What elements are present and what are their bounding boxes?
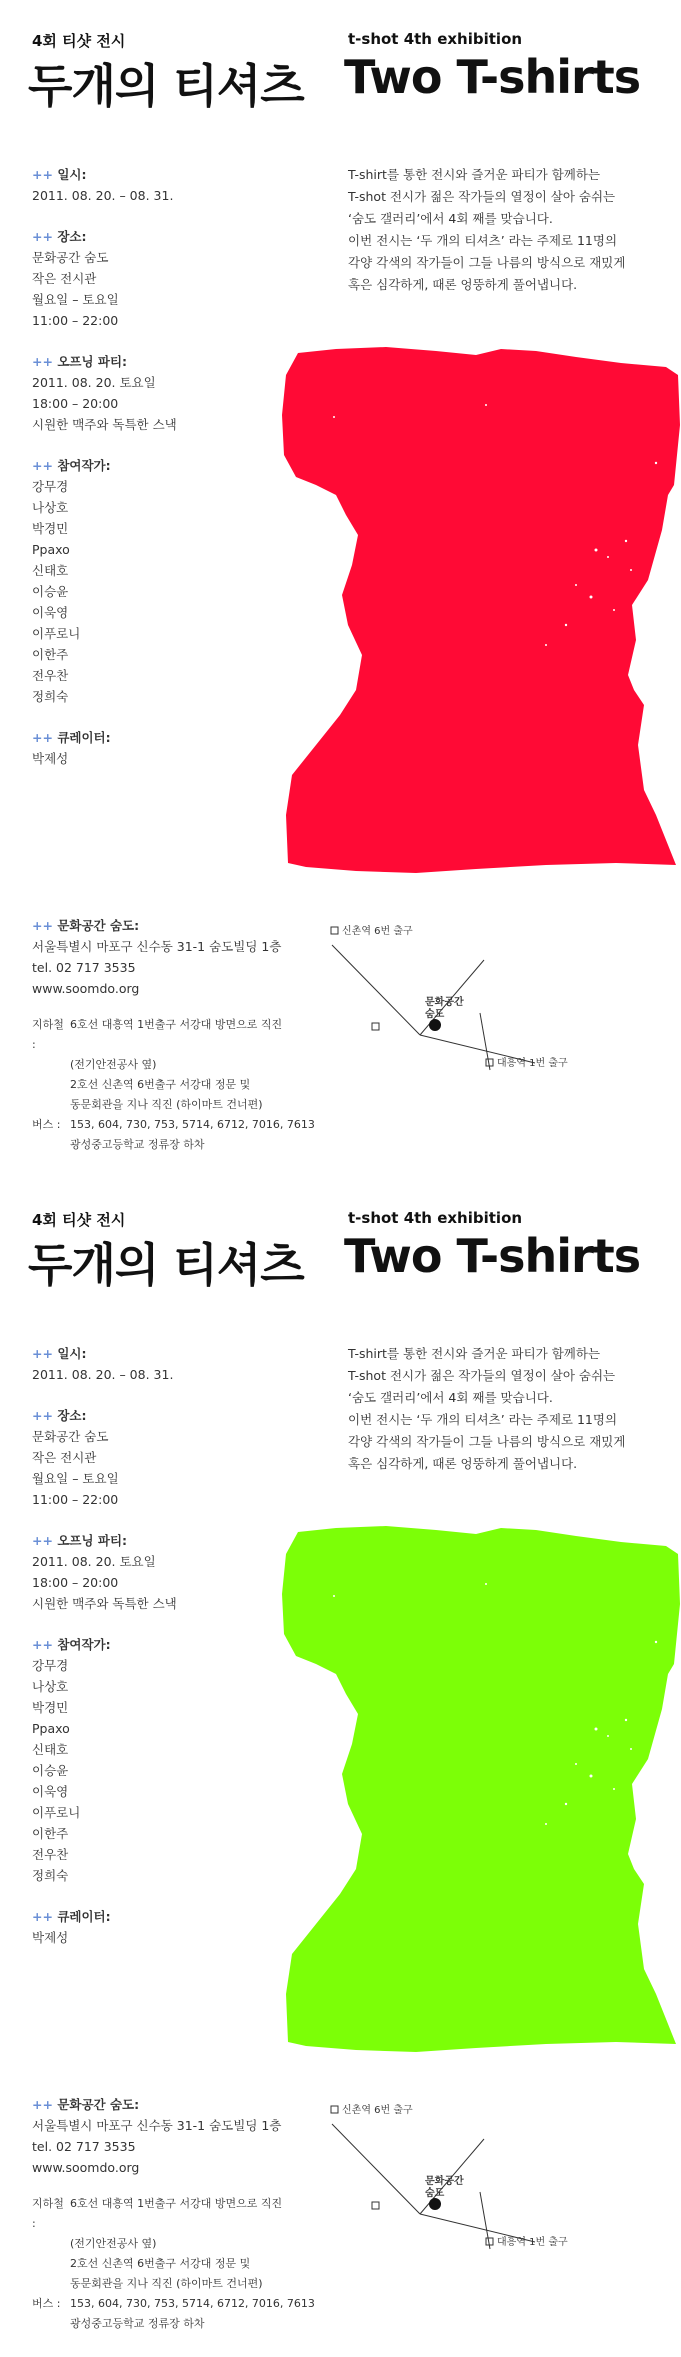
venue-location-icon <box>429 2198 441 2210</box>
artist-name: 정희숙 <box>32 1868 69 1883</box>
subway-line: 동문회관을 지나 직진 (하이마트 건너편) <box>70 2277 263 2290</box>
bus-line: 광성중고등학교 정류장 하차 <box>70 1138 205 1151</box>
map-exit-daeheung: 대흥역 1번 출구 <box>497 2237 568 2248</box>
date-label: 일시: <box>57 167 87 182</box>
prefix-mark: ++ <box>32 354 53 369</box>
intro-line: T-shirt를 통한 전시와 즐거운 파티가 함께하는 <box>348 167 601 182</box>
prefix-mark: ++ <box>32 1408 53 1423</box>
party-line: 18:00 – 20:00 <box>32 1575 119 1590</box>
tshirt-illustration <box>276 345 681 875</box>
intro-line: 각양 각색의 작가들이 그들 나름의 방식으로 재밌게 <box>348 255 626 270</box>
address-label: 문화공간 숨도: <box>57 918 140 933</box>
tshirt-shape <box>282 347 680 873</box>
date-label: 일시: <box>57 1346 87 1361</box>
exit-marker-icon <box>372 1023 379 1030</box>
bus-label: 버스 : <box>32 1118 61 1131</box>
subway-line: 2호선 신촌역 6번출구 서강대 정문 및 <box>70 1078 251 1091</box>
exit-marker-icon <box>331 927 338 934</box>
intro-line: 이번 전시는 ‘두 개의 티셔츠’ 라는 주제로 11명의 <box>348 233 618 248</box>
map-exit-sinchon: 신촌역 6번 출구 <box>342 2105 413 2116</box>
intro-line: 혹은 심각하게, 때론 엉뚱하게 풀어냅니다. <box>348 1456 578 1471</box>
event-info <box>32 1343 177 1968</box>
prefix-mark: ++ <box>32 1533 53 1548</box>
artist-name: 이한주 <box>32 647 69 662</box>
party-section <box>32 351 177 435</box>
venue-line: 문화공간 숨도 <box>32 1429 109 1444</box>
artists-label: 참여작가: <box>57 1637 111 1652</box>
tshirt-illustration <box>276 1524 681 2054</box>
map-venue-label-2: 숨도 <box>425 1009 445 1020</box>
poster <box>0 0 681 1178</box>
curator-name: 박제성 <box>32 1930 69 1945</box>
address-label: 문화공간 숨도: <box>57 2097 140 2112</box>
party-line: 시원한 맥주와 독특한 스낵 <box>32 1596 177 1611</box>
party-line: 2011. 08. 20. 토요일 <box>32 1554 156 1569</box>
artist-name: 이푸로니 <box>32 626 81 641</box>
curator-label: 큐레이터: <box>57 730 111 745</box>
intro-line: ‘숨도 갤러리’에서 4회 째를 맞습니다. <box>348 211 553 226</box>
bus-line: 153, 604, 730, 753, 5714, 6712, 7016, 7613 <box>70 2297 315 2310</box>
artist-name: 박경민 <box>32 521 69 536</box>
artist-name: 이승윤 <box>32 584 69 599</box>
prefix-mark: ++ <box>32 1346 53 1361</box>
artist-name: 이욱영 <box>32 1784 69 1799</box>
map-road <box>480 2192 490 2249</box>
map-venue-label: 문화공간 <box>425 2176 464 2187</box>
artist-name: 이승윤 <box>32 1763 69 1778</box>
kicker-korean: 4회 티샷 전시 <box>32 32 126 50</box>
map-road <box>332 945 420 1035</box>
kicker-english: t-shot 4th exhibition <box>348 30 523 48</box>
artist-name: Ppaxo <box>32 1721 70 1736</box>
venue-line: 작은 전시관 <box>32 1450 97 1465</box>
venue-line: 월요일 – 토요일 <box>32 1471 119 1486</box>
map-venue-label-2: 숨도 <box>425 2188 445 2199</box>
intro-line: T-shot 전시가 젊은 작가들의 열정이 살아 숨쉬는 <box>348 1368 616 1383</box>
prefix-mark: ++ <box>32 1637 53 1652</box>
intro-line: T-shot 전시가 젊은 작가들의 열정이 살아 숨쉬는 <box>348 189 616 204</box>
artist-name: 전우찬 <box>32 668 69 683</box>
prefix-mark: ++ <box>32 458 53 473</box>
bus-label: 버스 : <box>32 2297 61 2310</box>
website-link[interactable]: www.soomdo.org <box>32 2160 140 2175</box>
subway-label: 지하철 : <box>32 2197 64 2230</box>
directions-block <box>32 2194 332 2334</box>
artist-name: 나상호 <box>32 500 69 515</box>
tshirt-shape <box>282 1526 680 2052</box>
phone-number: tel. 02 717 3535 <box>32 2139 136 2154</box>
phone-number: tel. 02 717 3535 <box>32 960 136 975</box>
intro-text <box>348 164 668 296</box>
venue-label: 장소: <box>57 229 87 244</box>
map-venue-label: 문화공간 <box>425 997 464 1008</box>
map-road <box>332 2124 420 2214</box>
party-label: 오프닝 파티: <box>57 1533 128 1548</box>
kicker-korean: 4회 티샷 전시 <box>32 1211 126 1229</box>
title-english: Two T-shirts <box>344 50 641 104</box>
bus-line: 153, 604, 730, 753, 5714, 6712, 7016, 7613 <box>70 1118 315 1131</box>
date-section <box>32 164 177 206</box>
prefix-mark: ++ <box>32 1909 53 1924</box>
location-map <box>330 2104 660 2304</box>
venue-line: 월요일 – 토요일 <box>32 292 119 307</box>
artist-name: 박경민 <box>32 1700 69 1715</box>
prefix-mark: ++ <box>32 918 53 933</box>
map-exit-sinchon: 신촌역 6번 출구 <box>342 926 413 937</box>
exit-marker-icon <box>331 2106 338 2113</box>
subway-label: 지하철 : <box>32 1018 64 1051</box>
subway-line: 2호선 신촌역 6번출구 서강대 정문 및 <box>70 2257 251 2270</box>
intro-line: T-shirt를 통한 전시와 즐거운 파티가 함께하는 <box>348 1346 601 1361</box>
party-line: 2011. 08. 20. 토요일 <box>32 375 156 390</box>
intro-line: 각양 각색의 작가들이 그들 나름의 방식으로 재밌게 <box>348 1434 626 1449</box>
artist-name: 이푸로니 <box>32 1805 81 1820</box>
event-info <box>32 164 177 789</box>
curator-section <box>32 1906 177 1948</box>
artist-name: 신태호 <box>32 563 69 578</box>
curator-label: 큐레이터: <box>57 1909 111 1924</box>
prefix-mark: ++ <box>32 167 53 182</box>
date-value: 2011. 08. 20. – 08. 31. <box>32 1367 174 1382</box>
artist-name: 이한주 <box>32 1826 69 1841</box>
map-road <box>480 1013 490 1070</box>
venue-line: 11:00 – 22:00 <box>32 1492 119 1507</box>
artist-name: 나상호 <box>32 1679 69 1694</box>
website-link[interactable]: www.soomdo.org <box>32 981 140 996</box>
venue-line: 작은 전시관 <box>32 271 97 286</box>
artist-name: 정희숙 <box>32 689 69 704</box>
intro-text <box>348 1343 668 1475</box>
title-english: Two T-shirts <box>344 1229 641 1283</box>
exit-marker-icon <box>372 2202 379 2209</box>
party-section <box>32 1530 177 1614</box>
party-line: 18:00 – 20:00 <box>32 396 119 411</box>
artist-name: 전우찬 <box>32 1847 69 1862</box>
bus-line: 광성중고등학교 정류장 하차 <box>70 2317 205 2330</box>
prefix-mark: ++ <box>32 730 53 745</box>
title-korean: 두개의 티셔츠 <box>28 59 304 113</box>
location-map <box>330 925 660 1125</box>
title-korean: 두개의 티셔츠 <box>28 1238 304 1292</box>
artists-label: 참여작가: <box>57 458 111 473</box>
subway-line: 동문회관을 지나 직진 (하이마트 건너편) <box>70 1098 263 1111</box>
artist-name: 강무경 <box>32 479 69 494</box>
poster <box>0 1179 681 2357</box>
intro-line: ‘숨도 갤러리’에서 4회 째를 맞습니다. <box>348 1390 553 1405</box>
prefix-mark: ++ <box>32 2097 53 2112</box>
artist-name: Ppaxo <box>32 542 70 557</box>
directions-block <box>32 1015 332 1155</box>
date-value: 2011. 08. 20. – 08. 31. <box>32 188 174 203</box>
subway-line: 6호선 대흥역 1번출구 서강대 방면으로 직진 <box>70 1018 283 1031</box>
venue-line: 문화공간 숨도 <box>32 250 109 265</box>
artist-name: 이욱영 <box>32 605 69 620</box>
date-section <box>32 1343 177 1385</box>
venue-section <box>32 1405 177 1510</box>
subway-line: 6호선 대흥역 1번출구 서강대 방면으로 직진 <box>70 2197 283 2210</box>
subway-line: (전기안전공사 옆) <box>70 1058 157 1071</box>
intro-line: 혹은 심각하게, 때론 엉뚱하게 풀어냅니다. <box>348 277 578 292</box>
address-block <box>32 915 281 999</box>
venue-location-icon <box>429 1019 441 1031</box>
venue-section <box>32 226 177 331</box>
kicker-english: t-shot 4th exhibition <box>348 1209 523 1227</box>
map-exit-daeheung: 대흥역 1번 출구 <box>497 1058 568 1069</box>
intro-line: 이번 전시는 ‘두 개의 티셔츠’ 라는 주제로 11명의 <box>348 1412 618 1427</box>
subway-line: (전기안전공사 옆) <box>70 2237 157 2250</box>
artists-section <box>32 455 177 707</box>
artist-name: 신태호 <box>32 1742 69 1757</box>
curator-name: 박제성 <box>32 751 69 766</box>
party-line: 시원한 맥주와 독특한 스낵 <box>32 417 177 432</box>
artists-section <box>32 1634 177 1886</box>
venue-line: 11:00 – 22:00 <box>32 313 119 328</box>
prefix-mark: ++ <box>32 229 53 244</box>
venue-label: 장소: <box>57 1408 87 1423</box>
curator-section <box>32 727 177 769</box>
street-address: 서울특별시 마포구 신수동 31-1 숨도빌딩 1층 <box>32 939 282 954</box>
party-label: 오프닝 파티: <box>57 354 128 369</box>
artist-name: 강무경 <box>32 1658 69 1673</box>
address-block <box>32 2094 281 2178</box>
street-address: 서울특별시 마포구 신수동 31-1 숨도빌딩 1층 <box>32 2118 282 2133</box>
